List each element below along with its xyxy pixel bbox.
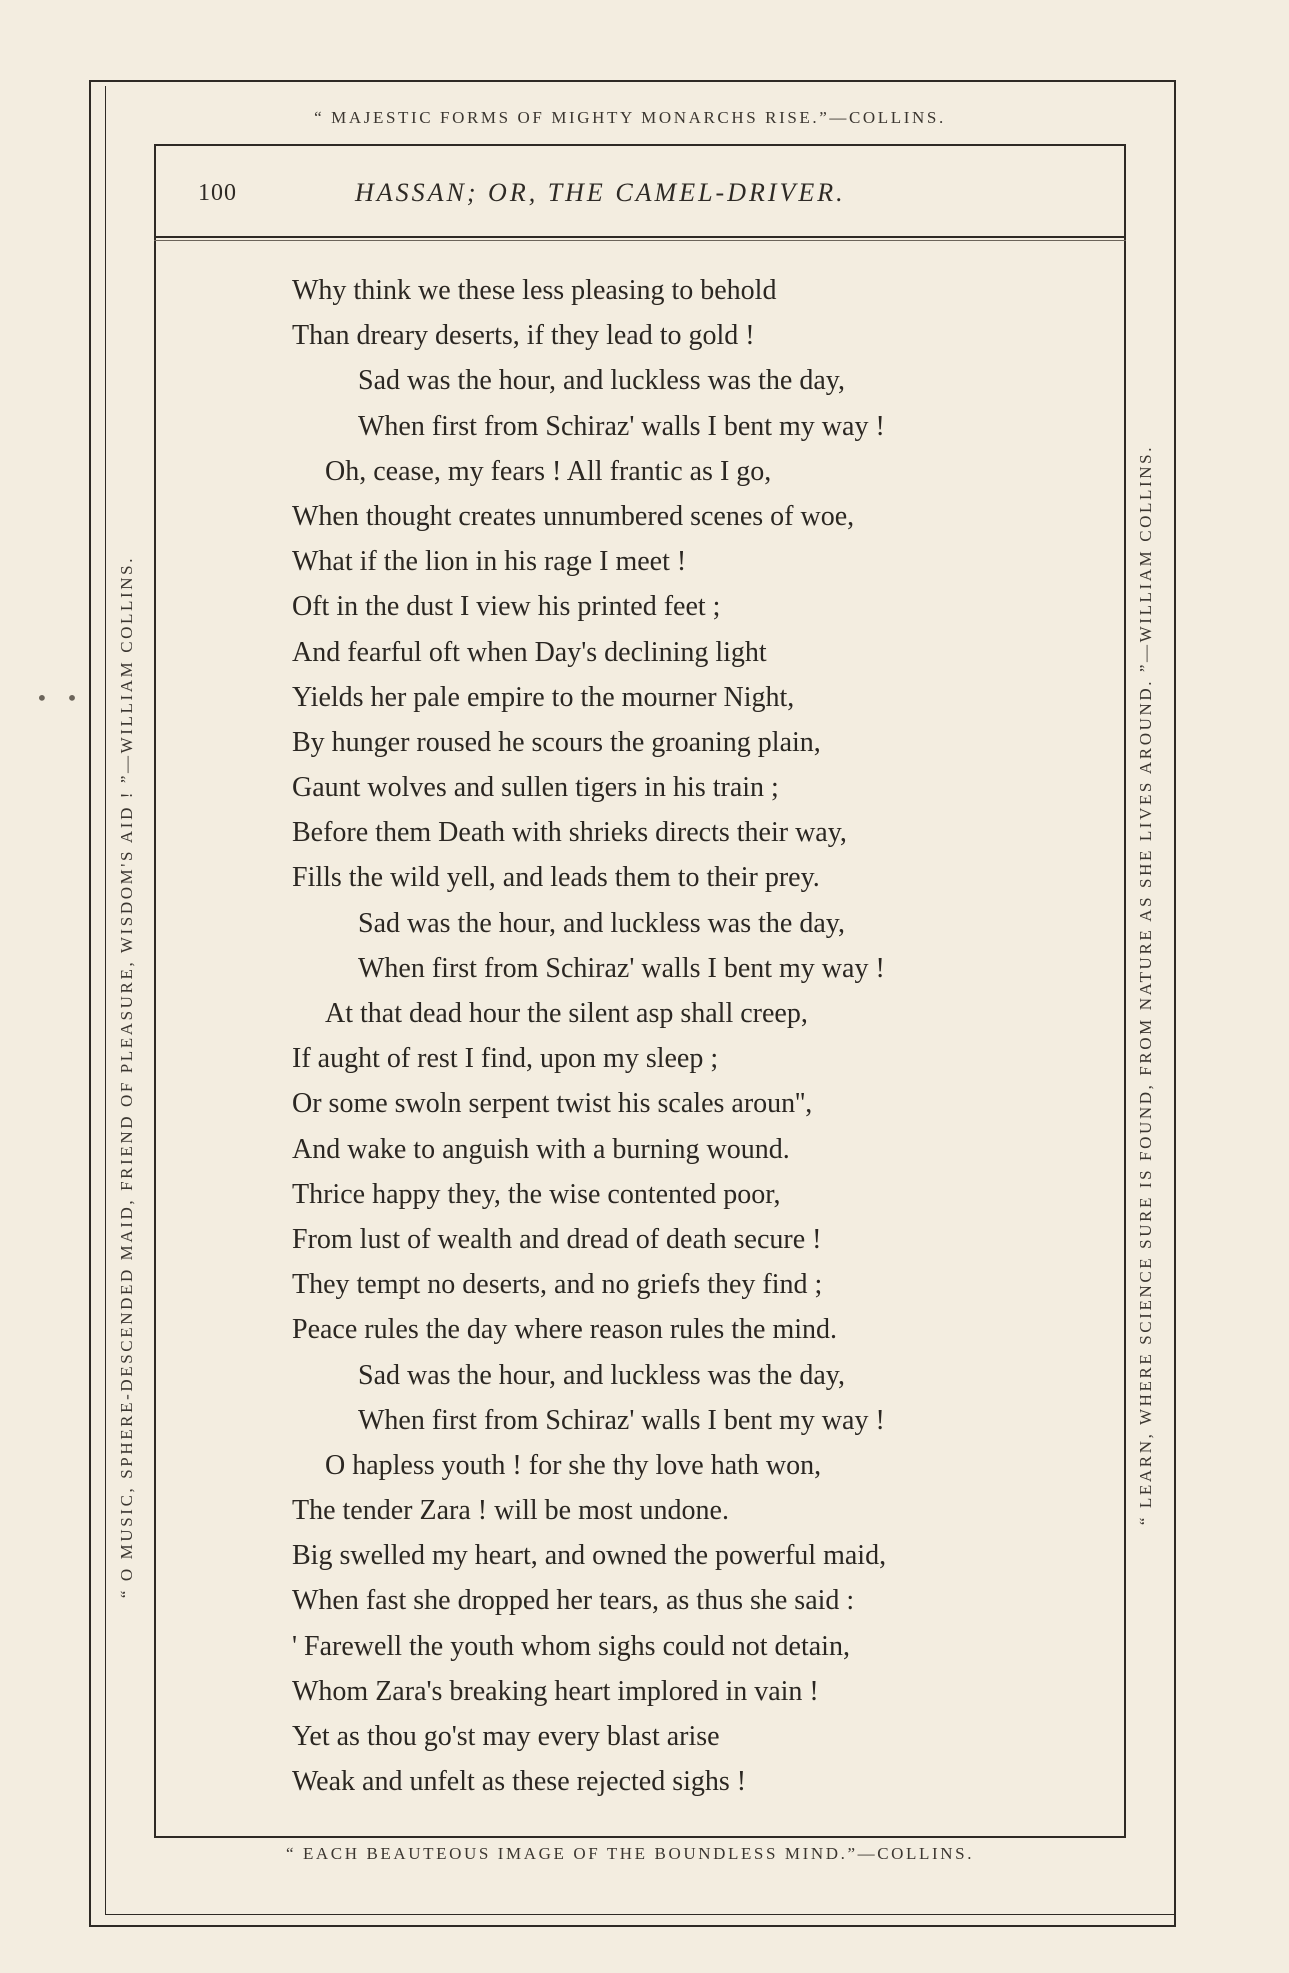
poem-line: Or some swoln serpent twist his scales aroun'', [292, 1088, 813, 1120]
header-rule-thin [154, 240, 1126, 241]
poem-line: Than dreary deserts, if they lead to gold ! [292, 320, 755, 352]
poem-line: Why think we these less pleasing to behold [292, 275, 777, 306]
poem-line: ' Farewell the youth whom sighs could not detain, [292, 1630, 850, 1662]
poem-line: Sad was the hour, and luckless was the day, [358, 907, 845, 939]
page-number: 100 [198, 180, 237, 206]
poem-line: If aught of rest I find, upon my sleep ; [292, 1043, 719, 1075]
header-rule [154, 236, 1126, 238]
poem-line: Gaunt wolves and sullen tigers in his train ; [292, 772, 779, 804]
poem-line: Big swelled my heart, and owned the powerful maid, [292, 1540, 887, 1572]
poem-line: What if the lion in his rage I meet ! [292, 546, 687, 578]
poem-line: Sad was the hour, and luckless was the day, [358, 365, 845, 397]
running-title: HASSAN; OR, THE CAMEL-DRIVER. [355, 178, 846, 207]
poem-line: When first from Schiraz' walls I bent my way ! [358, 952, 885, 984]
poem-line: When first from Schiraz' walls I bent my way ! [358, 410, 885, 442]
poem-line: When first from Schiraz' walls I bent my way ! [358, 1404, 885, 1436]
poem-line: Oh, cease, my fears ! All frantic as I go, [325, 455, 772, 487]
poem-line: Weak and unfelt as these rejected sighs ! [292, 1766, 747, 1798]
poem-line: Fills the wild yell, and leads them to their prey. [292, 862, 820, 894]
poem-line: And fearful oft when Day's declining light [292, 636, 767, 668]
poem-line: By hunger roused he scours the groaning plain, [292, 726, 821, 758]
poem-line: When fast she dropped her tears, as thus she said : [292, 1585, 855, 1617]
poem-line: At that dead hour the silent asp shall creep, [325, 998, 808, 1029]
poem-line: Whom Zara's breaking heart implored in vain ! [292, 1675, 819, 1707]
poem-text [292, 268, 1092, 1804]
top-border-quote: “ MAJESTIC FORMS OF MIGHTY MONARCHS RISE.”—COLLINS. [314, 108, 946, 127]
poem-line: Thrice happy they, the wise contented poor, [292, 1178, 781, 1210]
margin-marks: • • [36, 686, 84, 710]
poem-line: Yet as thou go'st may every blast arise [292, 1721, 720, 1752]
poem-line: Sad was the hour, and luckless was the day, [358, 1359, 845, 1391]
right-border-quote: “ LEARN, WHERE SCIENCE SURE IS FOUND, FROM NATURE AS SHE LIVES AROUND. ”—WILLIAM COLLINS. [1136, 444, 1155, 1526]
poem-line: When thought creates unnumbered scenes of woe, [292, 500, 855, 532]
poem-line: O hapless youth ! for she thy love hath won, [325, 1449, 822, 1481]
bottom-border-quote: “ EACH BEAUTEOUS IMAGE OF THE BOUNDLESS MIND.”—COLLINS. [285, 1844, 975, 1863]
poem-line: And wake to anguish with a burning wound. [292, 1133, 790, 1165]
poem-line: Peace rules the day where reason rules the mind. [292, 1314, 838, 1346]
poem-line: The tender Zara ! will be most undone. [292, 1495, 729, 1527]
poem-line: They tempt no deserts, and no griefs they find ; [292, 1269, 823, 1301]
poem-line: Yields her pale empire to the mourner Night, [292, 681, 795, 713]
poem-line: Before them Death with shrieks directs their way, [292, 817, 847, 849]
left-border-quote: “ O MUSIC, SPHERE-DESCENDED MAID, FRIEND OF PLEASURE, WISDOM'S AID ! ”—WILLIAM COLLINS. [117, 555, 136, 1599]
poem-line: Oft in the dust I view his printed feet ; [292, 591, 721, 623]
poem-line: From lust of wealth and dread of death secure ! [292, 1223, 822, 1255]
